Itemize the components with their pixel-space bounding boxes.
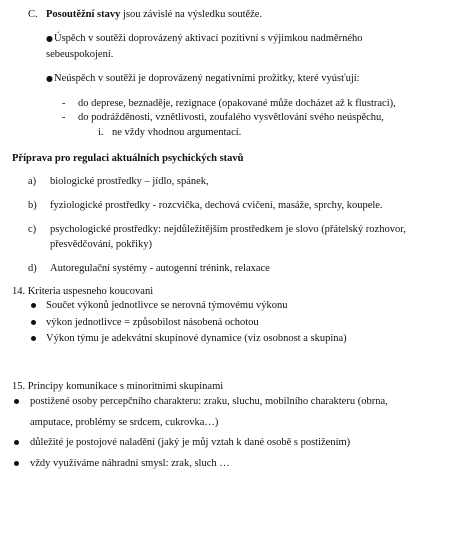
kriteria-item-2: výkon jednotlivce = způsobilost násobená ochotou	[46, 317, 259, 328]
success-line-1: Úspěch v soutěži doprovázený aktivací pozitivní s výjimkou nadměrného	[54, 33, 363, 44]
bullet-icon	[14, 399, 19, 404]
kriteria-heading: 14. Kriteria uspesneho koucovani	[12, 286, 154, 297]
section-c-marker: C.	[28, 9, 38, 20]
dash-line-2: do podrážděnosti, vznětlivosti, zoufalého vysvětlování svého neúspěchu,	[78, 112, 384, 123]
principy-item-1-line-1: postižené osoby percepčního charakteru: zraku, sluchu, mobilního charakteru (obrna,	[30, 396, 388, 407]
list-marker: d)	[28, 263, 37, 274]
section-c-rest: jsou závislé na výsledku soutěže.	[120, 9, 263, 20]
bullet-icon: ●	[46, 34, 53, 43]
list-item-c-line-2: přesvědčování, pokřiky)	[50, 239, 153, 250]
kriteria-item-3: Výkon týmu je adekvátní skupinové dynamice (viz osobnost a skupina)	[46, 333, 347, 344]
bullet-icon	[31, 320, 36, 325]
list-marker: a)	[28, 176, 37, 187]
dash-line-1: do deprese, beznaděje, rezignace (opakované může docházet až k flustraci),	[78, 98, 396, 109]
section-c-title	[46, 8, 262, 21]
bullet-icon: ●	[46, 74, 53, 83]
dash-icon: -	[62, 98, 66, 109]
success-line-2: sebeuspokojení.	[46, 49, 114, 60]
roman-marker: i.	[98, 127, 104, 138]
list-item-b: fyziologické prostředky - rozcvička, dechová cvičení, masáže, sprchy, koupele.	[50, 200, 383, 211]
list-marker: c)	[28, 224, 37, 235]
dash-icon: -	[62, 112, 66, 123]
failure-line: Neúspěch v soutěži je doprovázený negativními prožitky, které vyúsťují:	[54, 73, 360, 84]
list-marker: b)	[28, 200, 37, 211]
list-item-c-line-1: psychologické prostředky: nejdůležitějším prostředkem je slovo (přátelský rozhovor,	[50, 224, 406, 235]
bullet-icon	[31, 303, 36, 308]
principy-item-3: vždy využíváme náhradní smysl: zrak, sluch …	[30, 458, 230, 469]
roman-text: ne vždy vhodnou argumentací.	[112, 127, 242, 138]
priprava-heading: Příprava pro regulaci aktuálních psychických stavů	[12, 153, 244, 164]
kriteria-item-1: Součet výkonů jednotlivce se nerovná týmovému výkonu	[46, 300, 288, 311]
principy-item-2: důležité je postojové naladění (jaký je můj vztah k dané osobě s postižením)	[30, 437, 351, 448]
principy-heading: 15. Principy komunikace s minoritnimi skupinami	[12, 381, 224, 392]
bullet-icon	[14, 440, 19, 445]
bullet-icon	[14, 461, 19, 466]
section-c-bold: Posoutěžní stavy	[46, 9, 121, 20]
bullet-icon	[31, 336, 36, 341]
list-item-a: biologické prostředky – jídlo, spánek,	[50, 176, 209, 187]
principy-item-1-line-2: amputace, problémy se srdcem, cukrovka…)	[30, 417, 219, 428]
list-item-d: Autoregulační systémy - autogenní trénink, relaxace	[50, 263, 270, 274]
